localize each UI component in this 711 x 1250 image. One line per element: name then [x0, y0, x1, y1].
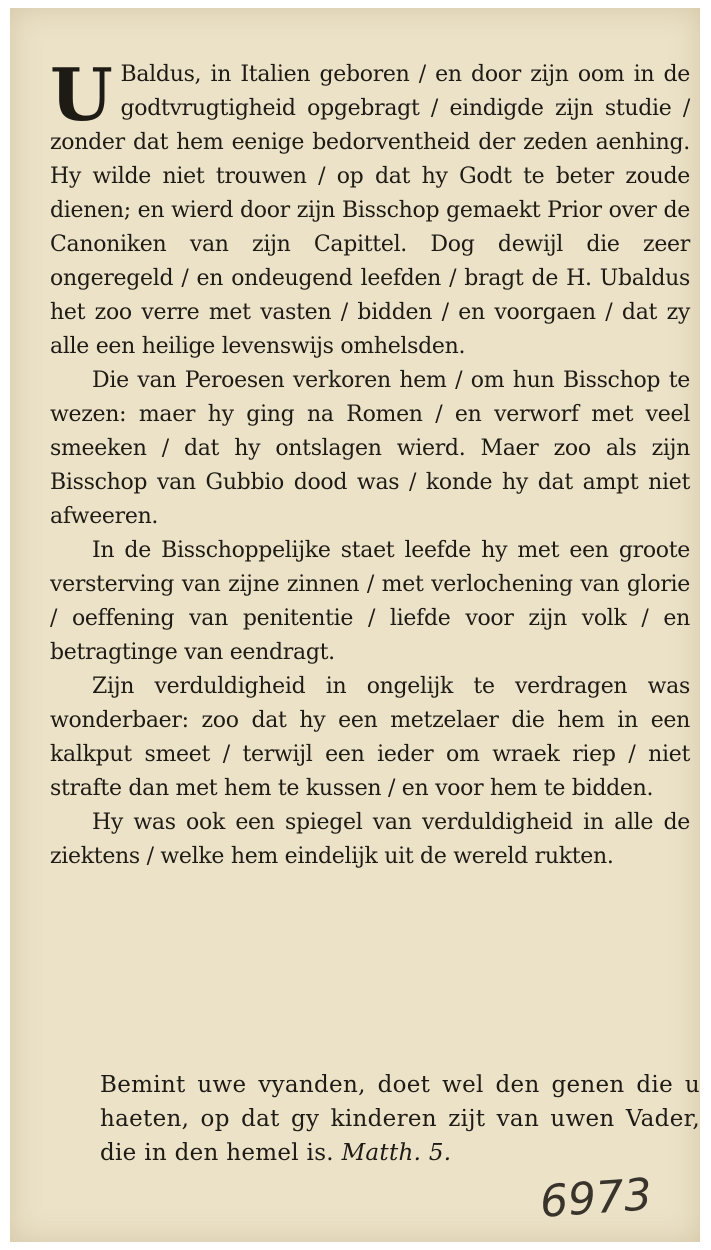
scripture-quote: [100, 1068, 700, 1170]
body-text: [50, 52, 690, 874]
paragraph-1-text: Baldus, in Italien geboren / en door zijn oom in de godtvrugtigheid opgebragt / eindigde zijn studie / zonder dat hem eenige bedorventheid der zeden aenhing. Hy wilde niet trouwen / op dat hy Godt te beter zoude dienen; en wierd door zijn Bisschop gemaekt Prior over de Canoniken van zijn Capittel. Dog dewijl die zeer ongeregeld / en ondeugend leefden / bragt de H. Ubaldus het zoo verre met vasten / bidden / en voorgaen / dat zy alle een heilige levenswijs omhelsden.: [50, 62, 690, 359]
paragraph-5: Hy was ook een spiegel van verduldigheid in alle de ziektens / welke hem eindelijk uit de wereld rukten.: [50, 810, 690, 869]
printed-page: [10, 8, 700, 1242]
quote-reference: Matth. 5.: [341, 1140, 452, 1166]
paragraph-4: Zijn verduldigheid in ongelijk te verdragen was wonderbaer: zoo dat hy een metzelaer die hem in een kalkput smeet / terwijl een ieder om wraek riep / niet strafte dan met hem te kussen / en voor hem te bidden.: [50, 674, 690, 801]
handwritten-number: 6973: [538, 1169, 654, 1228]
paragraph-1: [50, 52, 690, 364]
drop-cap: U: [50, 52, 113, 137]
paragraph-2: Die van Peroesen verkoren hem / om hun Bisschop te wezen: maer hy ging na Romen / en verworf met veel smeeken / dat hy ontslagen wierd. Maer zoo als zijn Bisschop van Gubbio dood was / konde hy dat ampt niet afweeren.: [50, 368, 690, 529]
quote-text: Bemint uwe vyanden, doet wel den genen die u haeten, op dat gy kinderen zijt van uwen Vader, die in den hemel is.: [100, 1072, 700, 1166]
paragraph-3: In de Bisschoppelijke staet leefde hy met een groote versterving van zijne zinnen / met verlochening van glorie / oeffening van penitentie / liefde voor zijn volk / en betragtinge van eendragt.: [50, 538, 690, 665]
